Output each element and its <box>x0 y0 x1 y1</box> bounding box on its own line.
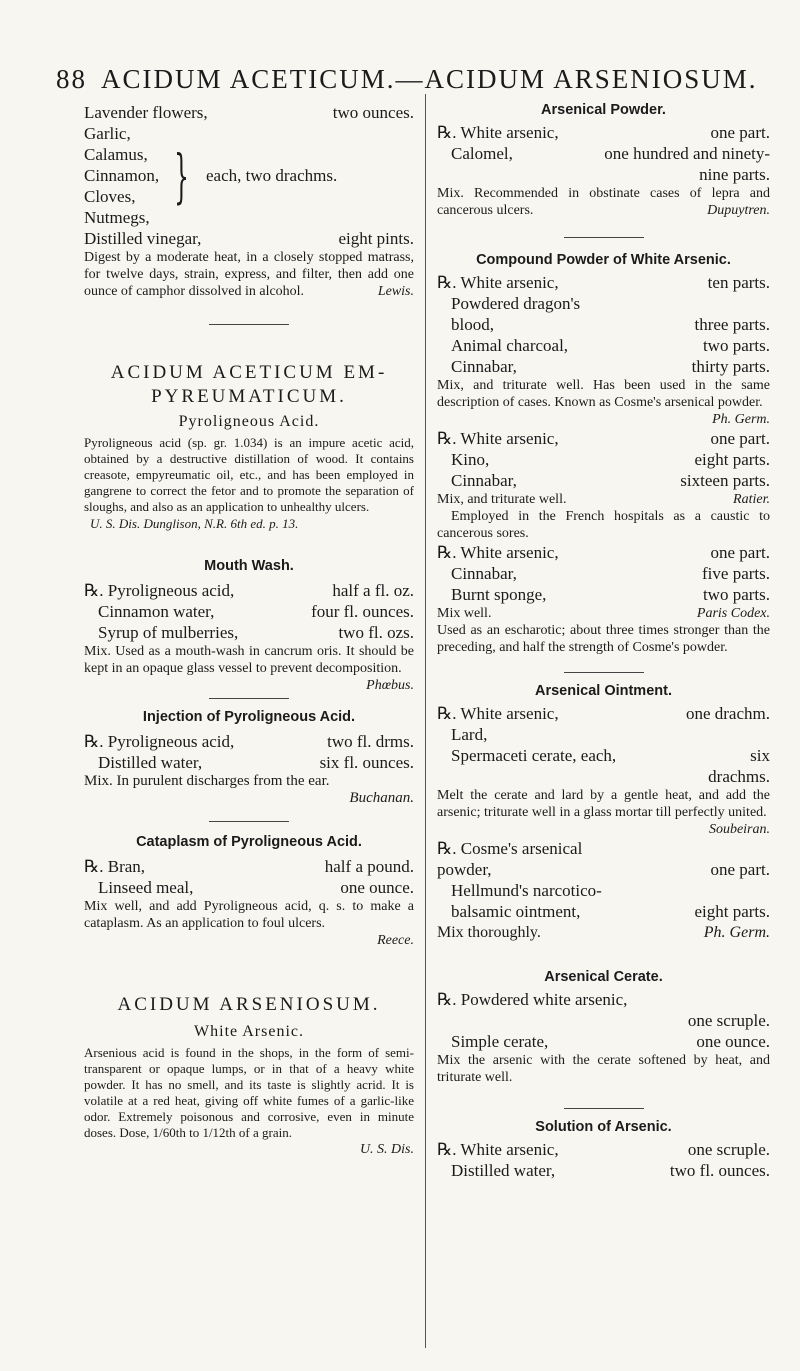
quantity: two parts. <box>702 585 770 604</box>
quantity: one part. <box>710 429 770 448</box>
recipe-title: Compound Powder of White Arsenic. <box>476 252 731 268</box>
quantity: one part. <box>710 543 770 562</box>
quantity: four fl. ounces. <box>311 602 414 621</box>
ingredient: Simple cerate, <box>451 1032 549 1051</box>
source: Buchanan. <box>349 790 414 806</box>
source: Paris Codex. <box>696 606 770 621</box>
quantity: thirty parts. <box>691 357 770 376</box>
source: Ratier. <box>733 492 770 507</box>
braced-ingredients <box>84 123 414 228</box>
ingredient: Powdered dragon's blood, <box>451 294 581 334</box>
ingredient: ℞. Powdered white arsenic, <box>437 990 628 1009</box>
quantity: eight parts. <box>694 902 770 921</box>
quantity: three parts. <box>694 315 770 334</box>
recipe-title: Solution of Arsenic. <box>535 1119 672 1135</box>
ingredient: ℞. White arsenic, <box>437 543 559 562</box>
source: Ph. Germ. <box>703 924 770 941</box>
ingredient: ℞. Pyroligneous acid, <box>84 581 235 600</box>
section-title: ACIDUM ARSENIOSUM. <box>117 994 381 1015</box>
quantity: one ounce. <box>340 878 414 897</box>
column-divider <box>425 94 426 1348</box>
ingredient: ℞. White arsenic, <box>437 429 559 448</box>
ingredient: Calamus, <box>84 145 148 164</box>
section-subtitle: Pyroligneous Acid. <box>178 413 320 430</box>
ingredient: ℞. Bran, <box>84 857 146 876</box>
divider <box>209 698 289 699</box>
title-line: PYREUMATICUM. <box>151 386 347 407</box>
directions: Melt the cerate and lard by a gentle heat, and add the arsenic; triturate well in a glass mortar till perfectly united. <box>437 788 770 820</box>
ingredient: ℞. White arsenic, <box>437 704 559 723</box>
directions: Mix well, and add Pyroligneous acid, q. s. to make a cataplasm. As an application to foul ulcers. <box>84 899 414 931</box>
recipe-title: Injection of Pyroligneous Acid. <box>142 709 356 725</box>
directions: Mix. In purulent discharges from the ear. <box>84 773 330 789</box>
recipe-title: Arsenical Ointment. <box>535 683 672 699</box>
ingredient: Distilled water, <box>98 753 203 772</box>
divider <box>564 237 644 238</box>
right-column <box>437 102 770 1181</box>
ingredient: Kino, <box>451 450 490 469</box>
quantity: eight pints. <box>338 229 414 248</box>
ingredient: Calomel, <box>451 144 513 163</box>
citation: U. S. Dis. Dunglison, N.R. 6th ed. p. 13. <box>90 516 299 531</box>
left-column <box>84 102 414 1158</box>
source: Lewis. <box>377 284 414 299</box>
ingredient: ℞. White arsenic, <box>437 1140 559 1159</box>
source: Phœbus. <box>366 678 414 693</box>
title-line: ACIDUM ACETICUM EM- <box>110 362 388 383</box>
directions: Mix thoroughly. <box>437 924 541 941</box>
quantity: half a fl. oz. <box>332 581 414 600</box>
ingredient: ℞. Pyroligneous acid, <box>84 732 235 751</box>
lavender-recipe <box>84 102 414 249</box>
quantity: two ounces. <box>332 103 414 122</box>
recipe-title: Mouth Wash. <box>204 558 294 574</box>
quantity: one hundred and ninety-nine parts. <box>604 144 770 184</box>
quantity: one scruple. <box>687 1011 770 1030</box>
quantity: two fl. ozs. <box>338 623 414 642</box>
recipe-title: Arsenical Cerate. <box>544 969 663 985</box>
ingredient: Distilled water, <box>451 1161 556 1180</box>
ingredient: ℞. White arsenic, <box>437 273 559 292</box>
ingredient: Hellmund's narcotico-balsamic ointment, <box>451 881 602 921</box>
quantity: six fl. ounces. <box>319 753 414 772</box>
ingredient: Distilled vinegar, <box>84 229 202 248</box>
note: Employed in the French hospitals as a caustic to cancerous sores. <box>437 509 770 541</box>
running-title: ACIDUM ACETICUM.—ACIDUM ARSENIOSUM. <box>101 64 758 94</box>
ingredient: Cinnabar, <box>451 471 517 490</box>
directions: Mix, and triturate well. <box>437 492 567 507</box>
quantity: one part. <box>710 860 770 879</box>
ingredient: Burnt sponge, <box>451 585 547 604</box>
quantity: each, two drachms. <box>206 166 338 185</box>
ingredient: Linseed meal, <box>98 878 194 897</box>
lavender-directions <box>84 249 414 300</box>
divider <box>209 324 289 325</box>
divider <box>564 672 644 673</box>
ingredient: Nutmegs, <box>84 208 150 227</box>
quantity: one scruple. <box>687 1140 770 1159</box>
quantity: six drachms. <box>708 746 770 786</box>
ingredient: Lavender flowers, <box>84 103 208 122</box>
directions: Mix, and triturate well. Has been used in the same description of cases. Known as Cosme's arsenical powder. <box>437 378 770 410</box>
quantity: five parts. <box>702 564 770 583</box>
description: Arsenious acid is found in the shops, in the form of semi-transparent or opaque lumps, or in that of a heavy white powder. It has no smell, and its taste is slightly acrid. It is volatile at a red heat, giving off white fumes of a garlic-like odor. Extremely poisonous and corrosive, even in minute doses. Dose, 1/60th to 1/12th of a grain. <box>84 1045 414 1140</box>
ingredient: Cinnamon, <box>84 166 160 185</box>
directions: Mix. Recommended in obstinate cases of lepra and cancerous ulcers. <box>437 186 770 218</box>
brace-icon: } <box>174 141 189 210</box>
source: Reece. <box>377 933 414 948</box>
quantity: half a pound. <box>324 857 414 876</box>
quantity: one drachm. <box>685 704 770 723</box>
page-number: 88 <box>56 64 87 94</box>
source: Dupuytren. <box>707 203 770 218</box>
directions: Mix. Used as a mouth-wash in cancrum oris. It should be kept in an opaque glass vessel to prevent decomposition. <box>84 644 414 676</box>
divider <box>209 821 289 822</box>
divider <box>564 1108 644 1109</box>
quantity: ten parts. <box>707 273 770 292</box>
source: Ph. Germ. <box>712 412 770 427</box>
directions: Mix well. <box>437 606 492 621</box>
recipe-title: Cataplasm of Pyroligneous Acid. <box>136 834 362 850</box>
ingredient: ℞. Cosme's arsenical powder, <box>437 839 583 879</box>
ingredient: Cloves, <box>84 187 136 206</box>
ingredient: Syrup of mulberries, <box>98 623 239 642</box>
ingredient: Garlic, <box>84 124 131 143</box>
section-subtitle: White Arsenic. <box>194 1023 304 1040</box>
source: Soubeiran. <box>708 822 770 837</box>
ingredient: Spermaceti cerate, each, <box>451 746 617 765</box>
quantity: sixteen parts. <box>680 471 770 490</box>
page-header <box>56 64 756 95</box>
ingredient: Lard, <box>451 725 488 744</box>
ingredient: Cinnabar, <box>451 564 517 583</box>
quantity: one ounce. <box>696 1032 770 1051</box>
quantity: two parts. <box>702 336 770 355</box>
ingredient: ℞. White arsenic, <box>437 123 559 142</box>
ingredient: Cinnamon water, <box>98 602 215 621</box>
source: U. S. Dis. <box>359 1142 414 1157</box>
quantity: two fl. drms. <box>327 732 414 751</box>
ingredient: Cinnabar, <box>451 357 517 376</box>
section-title <box>84 361 414 409</box>
quantity: one part. <box>710 123 770 142</box>
directions: Mix the arsenic with the cerate softened by heat, and triturate well. <box>437 1053 770 1085</box>
directions-text: Digest by a moderate heat, in a closely stopped matrass, for twelve days, strain, express, and filter, then add one ounce of camphor dissolved in alcohol. <box>84 250 414 299</box>
quantity: two fl. ounces. <box>669 1161 770 1180</box>
ingredient: Animal charcoal, <box>451 336 569 355</box>
description: Pyroligneous acid (sp. gr. 1.034) is an impure acetic acid, obtained by a destructive distillation of wood. It contains creasote, empyreumatic oil, etc., and has been employed in gangrene to correct the fetor and to promote the separation of sloughs, and also as an application to unhealthy ulcers. <box>84 435 414 514</box>
note: Used as an escharotic; about three times stronger than the preceding, and half the strength of Cosme's powder. <box>437 623 770 655</box>
quantity: eight parts. <box>694 450 770 469</box>
recipe-title: Arsenical Powder. <box>541 102 666 118</box>
